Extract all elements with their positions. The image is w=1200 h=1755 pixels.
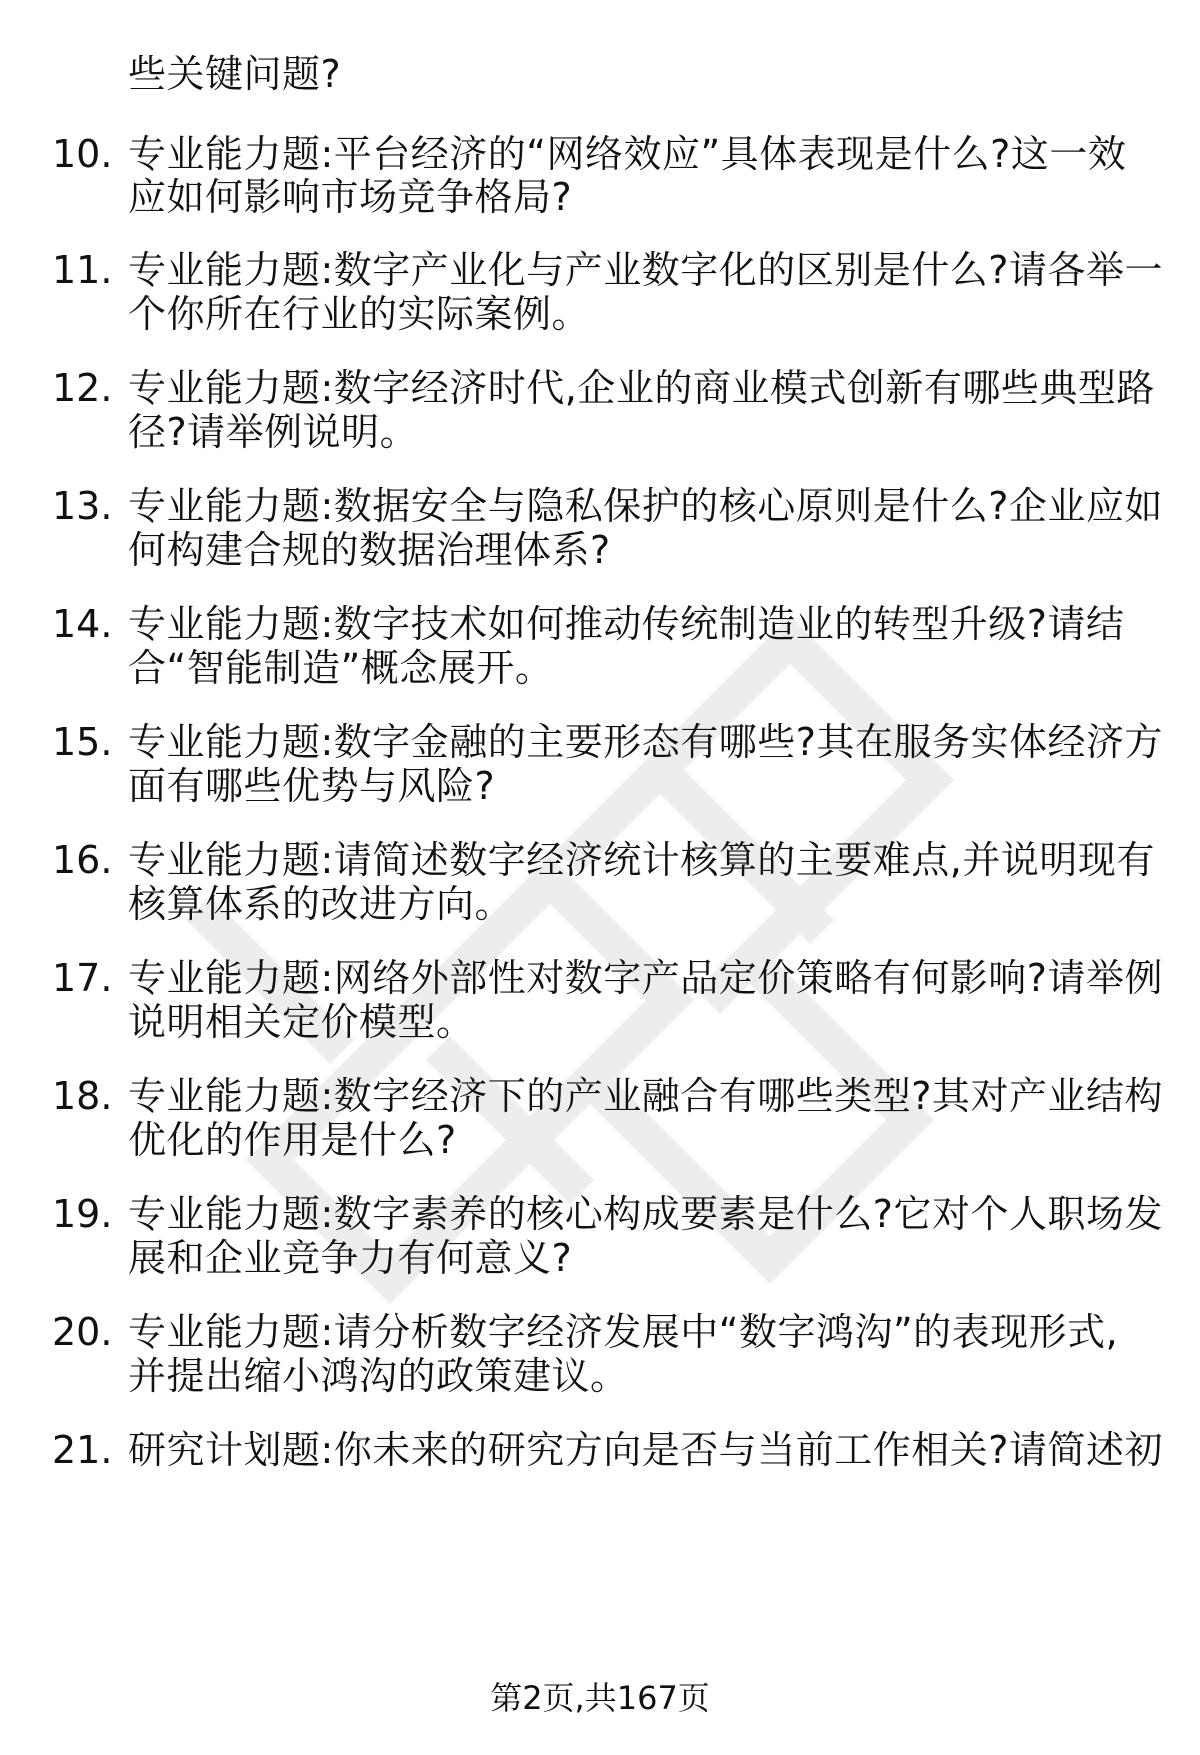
question-number: 13.	[52, 484, 113, 528]
question-number: 18.	[52, 1074, 113, 1118]
continuation-line: 些关键问题?	[128, 52, 342, 96]
question-text-line: 专业能力题:数字经济下的产业融合有哪些类型?其对产业结构	[128, 1074, 1163, 1118]
question-text-line: 核算体系的改进方向。	[128, 882, 514, 926]
question-number: 12.	[52, 366, 113, 410]
question-text-line: 优化的作用是什么?	[128, 1118, 457, 1162]
question-text-line: 展和企业竞争力有何意义?	[128, 1236, 573, 1280]
question-text-line: 专业能力题:平台经济的“网络效应”具体表现是什么?这一效	[128, 132, 1127, 176]
question-text-line: 专业能力题:请分析数字经济发展中“数字鸿沟”的表现形式,	[128, 1310, 1119, 1354]
question-number: 19.	[52, 1192, 113, 1236]
question-number: 21.	[52, 1428, 113, 1472]
question-text-line: 专业能力题:数字技术如何推动传统制造业的转型升级?请结	[128, 602, 1125, 646]
question-text-line: 说明相关定价模型。	[128, 1000, 475, 1044]
question-text-line: 径?请举例说明。	[128, 410, 419, 454]
question-text-line: 应如何影响市场竞争格局?	[128, 175, 573, 219]
question-text-line: 专业能力题:请简述数字经济统计核算的主要难点,并说明现有	[128, 838, 1155, 882]
question-text-line: 何构建合规的数据治理体系?	[128, 528, 611, 572]
question-text-line: 专业能力题:网络外部性对数字产品定价策略有何影响?请举例	[128, 956, 1163, 1000]
question-number: 14.	[52, 602, 113, 646]
question-text-line: 专业能力题:数据安全与隐私保护的核心原则是什么?企业应如	[128, 484, 1163, 528]
question-number: 20.	[52, 1310, 113, 1354]
page-footer: 第2页,共167页	[490, 1679, 710, 1717]
question-number: 11.	[52, 248, 113, 292]
question-text-line: 专业能力题:数字经济时代,企业的商业模式创新有哪些典型路	[128, 366, 1155, 410]
question-text-line: 个你所在行业的实际案例。	[128, 292, 591, 336]
question-number: 10.	[52, 132, 113, 176]
question-number: 16.	[52, 838, 113, 882]
question-number: 17.	[52, 956, 113, 1000]
question-text-line: 专业能力题:数字金融的主要形态有哪些?其在服务实体经济方	[128, 720, 1163, 764]
question-number: 15.	[52, 720, 113, 764]
question-text-line: 并提出缩小鸿沟的政策建议。	[128, 1354, 629, 1398]
question-text-line: 合“智能制造”概念展开。	[128, 646, 554, 690]
question-text-line: 研究计划题:你未来的研究方向是否与当前工作相关?请简述初	[128, 1428, 1163, 1472]
question-text-line: 专业能力题:数字产业化与产业数字化的区别是什么?请各举一	[128, 248, 1163, 292]
question-text-line: 面有哪些优势与风险?	[128, 764, 496, 808]
question-text-line: 专业能力题:数字素养的核心构成要素是什么?它对个人职场发	[128, 1192, 1163, 1236]
